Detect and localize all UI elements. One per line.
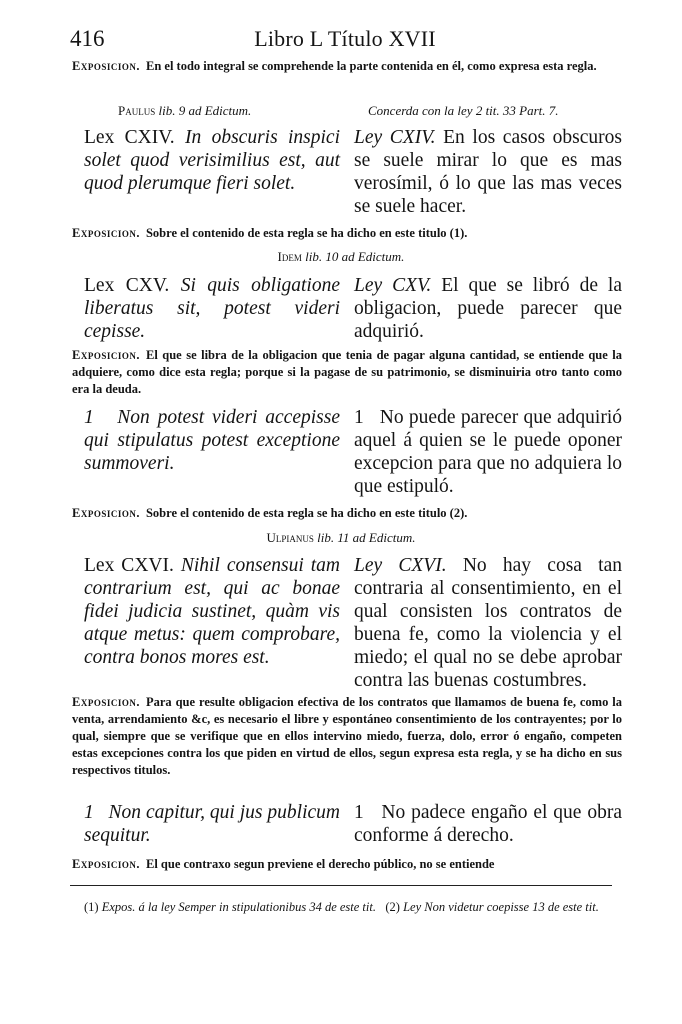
law-body: Si quis obligatione liberatus sit, potest videri cepisse. [84, 275, 341, 342]
exposition-label: Exposicion. [72, 59, 140, 73]
exposition-text: El que contraxo segun previene el derecho público, no se entiende [145, 857, 495, 871]
exposition-label: Exposicion. [72, 695, 140, 709]
running-head: Libro L Título XVII [254, 26, 436, 51]
source-reference: lib. 9 ad Edictum. [158, 103, 252, 118]
law-body: En los casos obscuros se suele mirar lo que es mas verosímil, ó lo que las mas veces se suele hacer. [354, 127, 623, 217]
footnote-divider [70, 885, 612, 886]
paragraph-number: 1 [354, 407, 364, 428]
law-body: El que se libró de la obligacion, puede parecer que adquirió. [354, 275, 622, 342]
latin-paragraph [84, 801, 340, 847]
law-body: Nihil consensui tam contrarium est, qui ac bonae fidei judicia sustinet, quàm vis atque metus: quem comprobare, contra bonos mores est. [84, 555, 341, 668]
exposition-label: Exposicion. [72, 857, 140, 871]
law-heading: Lex CXIV. [84, 127, 175, 148]
paragraph-number: 1 [84, 802, 94, 823]
spanish-law-text [354, 274, 622, 343]
exposition-text: El que se libra de la obligacion que tenia de pagar alguna cantidad, se entiende que la adquiere, como dice esta regla; porque si la pagase de su patrimonio, se disminuiria otro tanto como era la deuda. [72, 348, 622, 396]
exposition-paragraph [72, 347, 622, 398]
exposition-text: Para que resulte obligacion efectiva de los contratos que llamamos de buena fe, como la venta, arrendamiento &c, es necesario el libre y espontáneo consentimiento de los contrayentes; por lo qual, siempre que se verifique que en ellos intervino miedo, fuerza, dolo, error ó engaño, competen estas excepciones contra los que piden en virtud de ellos, segun expresa esta regla, y se ha dicho en sus respectivos titulos. [72, 695, 622, 777]
law-heading: Lex CXVI. [84, 555, 174, 576]
exposition-text: Sobre el contenido de esta regla se ha dicho en este titulo (2). [145, 506, 468, 520]
spanish-law-text [354, 554, 622, 692]
footnote-marker: (1) [84, 900, 99, 914]
latin-law-text [84, 126, 340, 195]
exposition-paragraph [72, 856, 622, 873]
law-body: No hay cosa tan contraria al consentimiento, en el qual consisten los contratos de buena fe, como la violencia y el miedo; el qual no se debe aprobar contra las buenas costumbres. [354, 555, 622, 691]
page-number: 416 [70, 26, 105, 51]
exposition-paragraph [72, 225, 622, 242]
law-heading: Ley CXV. [354, 275, 432, 296]
law-heading: Ley CXVI. [354, 555, 447, 576]
exposition-paragraph [72, 505, 622, 522]
source-citation [0, 530, 682, 546]
paragraph-body: Non capitur, qui jus publicum sequitur. [84, 802, 340, 846]
footnote-marker: (2) [385, 900, 400, 914]
exposition-paragraph [72, 58, 622, 75]
footnote-text: Ley Non videtur coepisse 13 de este tit. [403, 900, 599, 914]
exposition-text: En el todo integral se comprehende la parte contenida en él, como expresa esta regla. [145, 59, 597, 73]
exposition-label: Exposicion. [72, 348, 140, 362]
source-reference: lib. 10 ad Edictum. [305, 249, 405, 264]
paragraph-number: 1 [84, 407, 94, 428]
law-body: In obscuris inspici solet quod verisimilius est, aut quod plerumque fieri solet. [84, 127, 340, 194]
paragraph-number: 1 [354, 802, 364, 823]
footnote-text: Expos. á la ley Semper in stipulationibus 34 de este tit. [101, 900, 376, 914]
source-citation [118, 103, 251, 119]
exposition-paragraph [72, 694, 622, 779]
exposition-label: Exposicion. [72, 226, 140, 240]
concordance-citation: Concerda con la ley 2 tit. 33 Part. 7. [368, 103, 559, 118]
paragraph-body: No puede parecer que adquirió aquel á quien se le puede oponer excepcion para que no adquiera lo que estipuló. [354, 407, 623, 497]
spanish-paragraph [354, 801, 622, 847]
source-author: Ulpianus [266, 530, 314, 545]
source-author: Paulus [118, 103, 156, 118]
law-heading: Ley CXIV. [354, 127, 436, 148]
paragraph-body: Non potest videri accepisse qui stipulatus potest exceptione summoveri. [84, 407, 340, 474]
source-author: Idem [277, 249, 302, 264]
spanish-paragraph [354, 406, 622, 498]
paragraph-body: No padece engaño el que obra conforme á derecho. [354, 802, 623, 846]
source-reference: lib. 11 ad Edictum. [317, 530, 416, 545]
exposition-text: Sobre el contenido de esta regla se ha dicho en este titulo (1). [145, 226, 468, 240]
spanish-law-text [354, 126, 622, 218]
latin-law-text [84, 274, 340, 343]
page-header [70, 26, 620, 54]
source-citation [0, 249, 682, 265]
latin-law-text [84, 554, 340, 669]
footnotes [84, 898, 624, 916]
law-heading: Lex CXV. [84, 275, 170, 296]
exposition-label: Exposicion. [72, 506, 140, 520]
latin-paragraph [84, 406, 340, 475]
